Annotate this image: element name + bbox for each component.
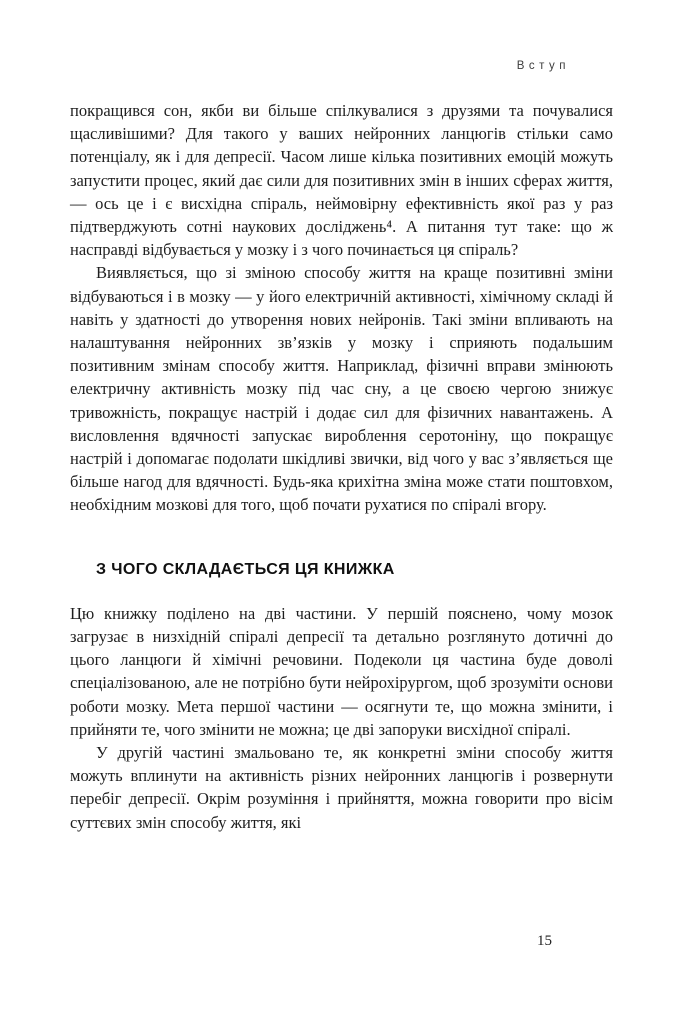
paragraph: покращився сон, якби ви більше спілкувалися з друзями та почувалися щасливішими? Для такого у ваших нейронних ланцюгів стільки само потенціалу, як і для депресії. Часом лише кілька позитивних емоцій можуть запустити процес, який дає сили для позитивних змін в інших сферах життя, — ось це і є висхідна спіраль, неймовірну ефективність якої раз у раз підтверджують сотні наукових досліджень⁴. А питання тут таке: що ж насправді відбувається у мозку і з чого починається ця спіраль? <box>70 101 613 260</box>
section-heading: З ЧОГО СКЛАДАЄТЬСЯ ЦЯ КНИЖКА <box>96 560 395 578</box>
paragraph: У другій частині змальовано те, як конкретні зміни способу життя можуть вплинути на активність різних нейронних ланцюгів і розвернути перебіг депресії. Окрім розуміння і прийняття, можна говорити про вісім суттєвих змін способу життя, які <box>70 743 613 832</box>
paragraph: Виявляється, що зі зміною способу життя на краще позитивні зміни відбуваються і в мозку — у його електричній активності, хімічному складі й навіть у здатності до утворення нових нейронів. Такі зміни впливають на налаштування нейронних зв’язків у мозку і сприяють подальшим позитивним змінам способу життя. Наприклад, фізичні вправи змінюють електричну активність мозку під час сну, а це своєю чергою знижує тривожність, покращує настрій і додає сил для фізичних навантажень. А висловлення вдячності запускає вироблення серотоніну, що покращує настрій і допомагає подолати шкідливі звички, від чого у вас з’являється ще більше нагод для вдячності. Будь-яка крихітна зміна може стати поштовхом, необхідним мозкові для того, щоб почати рухатися по спіралі вгору. <box>70 263 613 515</box>
page-number: 15 <box>537 933 552 949</box>
running-header <box>70 60 570 72</box>
text-block <box>70 99 613 834</box>
paragraph: Цю книжку поділено на дві частини. У першій пояснено, чому мозок загрузає в низхідній спіралі депресії та детально розглянуто дотичні до цього ланцюги й хімічні речовини. Подеколи ця частина буде доволі спеціалізованою, але не потрібно бути нейрохірургом, щоб зрозуміти основи роботи мозку. Мета першої частини — осягнути те, що можна змінити, і прийняти те, чого змінити не можна; це дві запоруки висхідної спіралі. <box>70 603 613 739</box>
running-header-label: Вступ <box>516 60 570 72</box>
